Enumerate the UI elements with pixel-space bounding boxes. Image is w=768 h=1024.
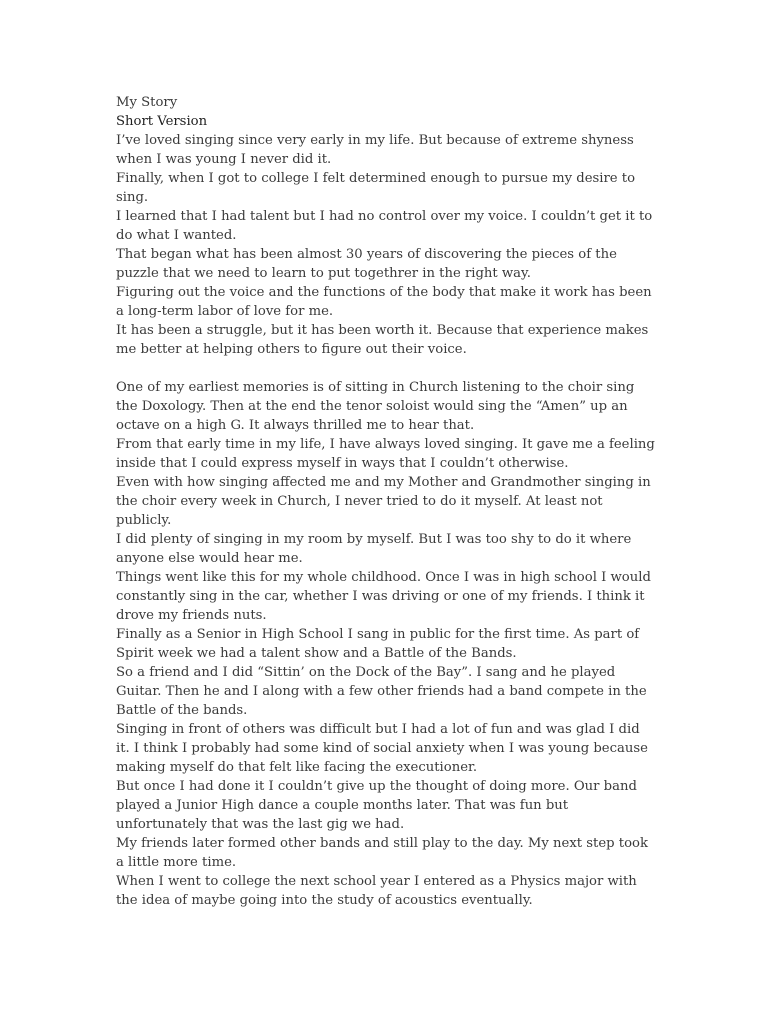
paragraph: It has been a struggle, but it has been worth it. Because that experience makes me better at helping others to figure out their voice. [116, 323, 649, 357]
paragraph: Finally, when I got to college I felt determined enough to pursue my desire to sing. [116, 171, 636, 205]
paragraph: Even with how singing affected me and my Mother and Grandmother singing in the choir every week in Church, I never tried to do it myself. At least not publicly. [116, 475, 651, 528]
section-subtitle: Short Version [116, 114, 208, 129]
paragraph: Figuring out the voice and the functions of the body that make it work has been a long-term labor of love for me. [116, 285, 652, 319]
document-body [116, 93, 656, 910]
paragraph: So a friend and I did “Sittin’ on the Dock of the Bay”. I sang and he played Guitar. Then he and I along with a few other friends had a band compete in the Battle of the bands. [116, 665, 647, 718]
paragraph: But once I had done it I couldn’t give up the thought of doing more. Our band played a Junior High dance a couple months later. That was fun but unfortunately that was the last gig we had. [116, 779, 637, 832]
paragraph: When I went to college the next school year I entered as a Physics major with the idea of maybe going into the study of acoustics eventually. [116, 874, 637, 908]
paragraph: Singing in front of others was difficult but I had a lot of fun and was glad I did it. I think I probably had some kind of social anxiety when I was young because making myself do that felt like facing the executioner. [116, 722, 648, 775]
paragraph: From that early time in my life, I have always loved singing. It gave me a feeling inside that I could express myself in ways that I couldn’t otherwise. [116, 437, 655, 471]
paragraph: One of my earliest memories is of sitting in Church listening to the choir sing the Doxology. Then at the end the tenor soloist would sing the “Amen” up an octave on a high G. It always thrilled me to hear that. [116, 380, 635, 433]
section-spacer [116, 359, 656, 378]
paragraph: I learned that I had talent but I had no control over my voice. I couldn’t get it to do what I wanted. [116, 209, 653, 243]
document-title: My Story [116, 95, 178, 110]
paragraph: I did plenty of singing in my room by myself. But I was too shy to do it where anyone else would hear me. [116, 532, 632, 566]
paragraph: That began what has been almost 30 years of discovering the pieces of the puzzle that we need to learn to put togethrer in the right way. [116, 247, 617, 281]
paragraph: Things went like this for my whole childhood. Once I was in high school I would constantly sing in the car, whether I was driving or one of my friends. I think it drove my friends nuts. [116, 570, 651, 623]
paragraph: Finally as a Senior in High School I sang in public for the first time. As part of Spirit week we had a talent show and a Battle of the Bands. [116, 627, 640, 661]
paragraph: I’ve loved singing since very early in my life. But because of extreme shyness when I was young I never did it. [116, 133, 634, 167]
paragraph: My friends later formed other bands and still play to the day. My next step took a little more time. [116, 836, 648, 870]
